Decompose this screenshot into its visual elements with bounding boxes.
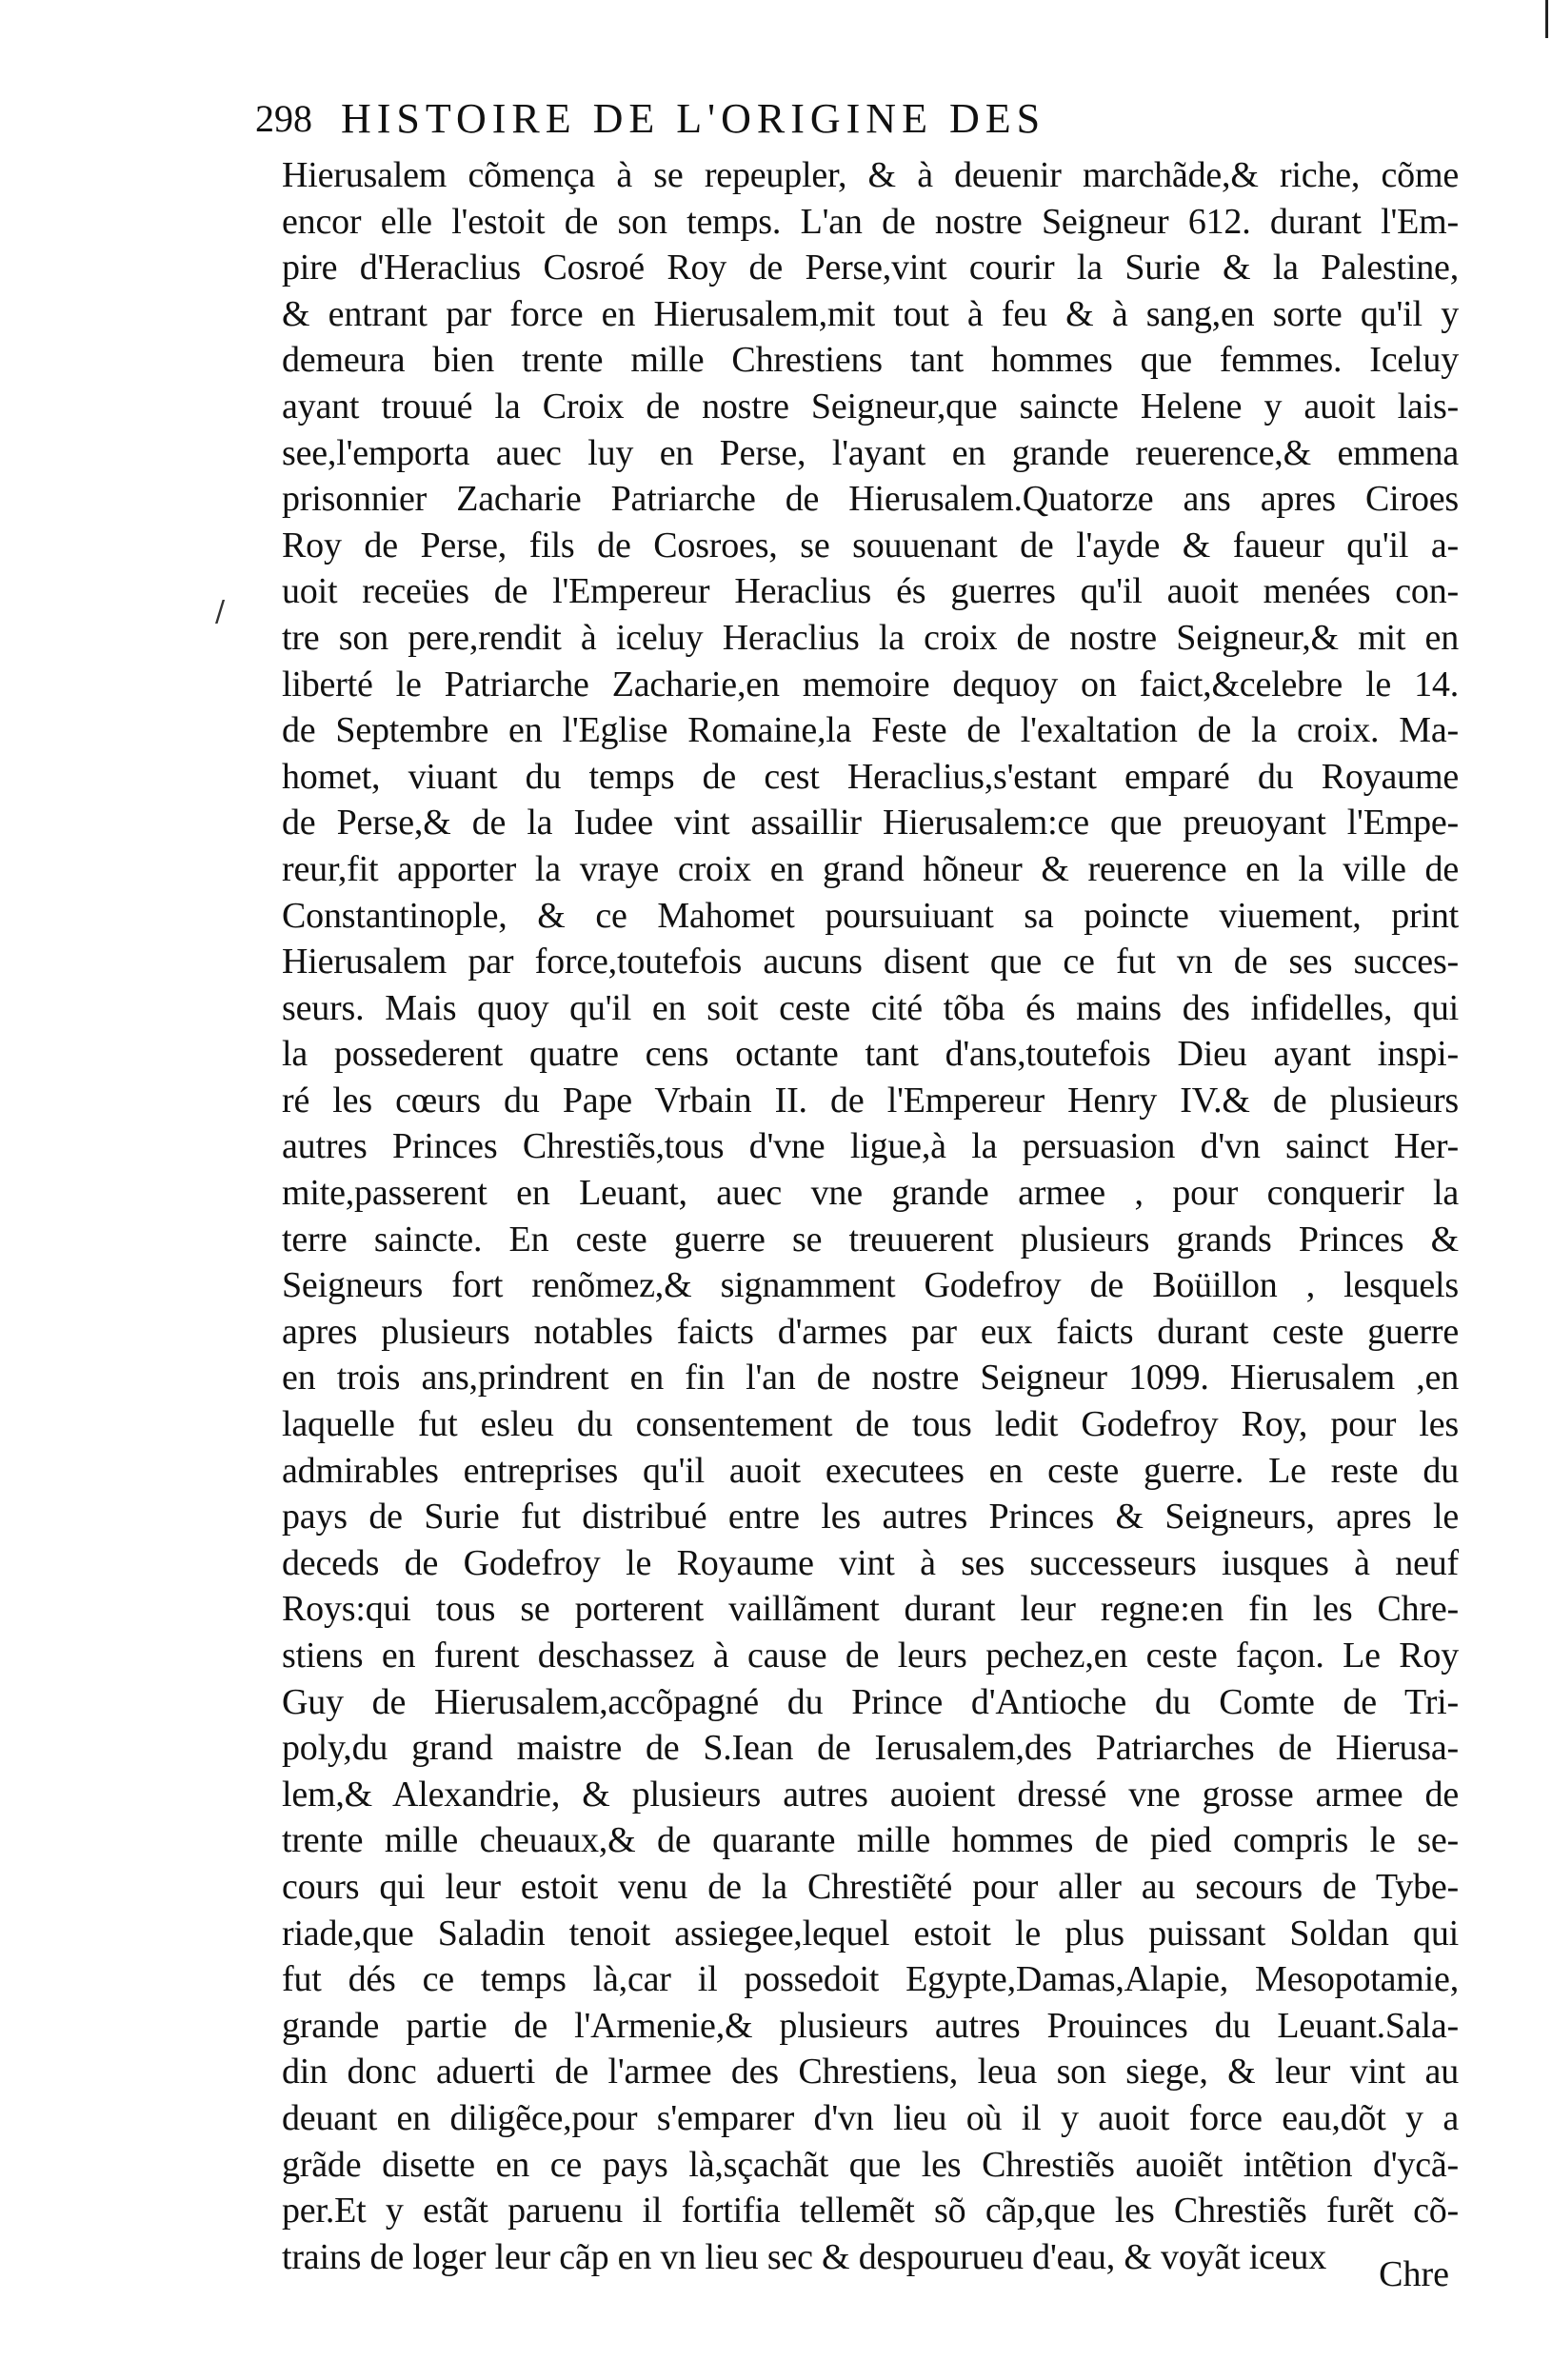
text-line: autres Princes Chrestiẽs,tous d'vne ligue,à la persuasion d'vn sainct Her- bbox=[282, 1126, 1459, 1167]
text-line: apres plusieurs notables faicts d'armes par eux faicts durant ceste guerre bbox=[282, 1311, 1459, 1352]
text-line: per.Et y estãt paruenu il fortifia tellemẽt sõ cãp,que les Chrestiẽs furẽt cõ- bbox=[282, 2191, 1459, 2231]
text-line: deceds de Godefroy le Royaume vint à ses successeurs iusques à neuf bbox=[282, 1542, 1459, 1583]
running-title: HISTOIRE DE L'ORIGINE DES bbox=[341, 95, 1046, 142]
text-line: Constantinople, & ce Mahomet poursuiuant sa poincte viuement, print bbox=[282, 895, 1459, 936]
text-line: prisonnier Zacharie Patriarche de Hierusalem.Quatorze ans apres Ciroes bbox=[282, 479, 1459, 520]
text-line: trente mille cheuaux,& de quarante mille hommes de pied compris le se- bbox=[282, 1820, 1459, 1861]
text-line: grande partie de l'Armenie,& plusieurs autres Prouinces du Leuant.Sala- bbox=[282, 2005, 1459, 2046]
text-line: Hierusalem cõmença à se repeupler, & à deuenir marchãde,& riche, cõme bbox=[282, 155, 1459, 195]
text-line: deuant en diligẽce,pour s'emparer d'vn lieu où il y auoit force eau,dõt y a bbox=[282, 2097, 1459, 2138]
text-line: pire d'Heraclius Cosroé Roy de Perse,vint courir la Surie & la Palestine, bbox=[282, 248, 1459, 288]
text-line: see,l'emporta auec luy en Perse, l'ayant en grande reuerence,& emmena bbox=[282, 432, 1459, 473]
text-line: stiens en furent deschassez à cause de leurs pechez,en ceste façon. Le Roy bbox=[282, 1636, 1459, 1676]
text-line: ré les cœurs du Pape Vrbain II. de l'Empereur Henry IV.& de plusieurs bbox=[282, 1080, 1459, 1121]
text-line: Roys:qui tous se porterent vaillãment durant leur regne:en fin les Chre- bbox=[282, 1589, 1459, 1630]
text-line: Roy de Perse, fils de Cosroes, se souuenant de l'ayde & faueur qu'il a- bbox=[282, 525, 1459, 565]
text-line: terre saincte. En ceste guerre se treuuerent plusieurs grands Princes & bbox=[282, 1219, 1459, 1259]
body-text bbox=[282, 152, 1459, 2280]
margin-annotation: / bbox=[215, 595, 226, 628]
text-line: la possederent quatre cens octante tant d'ans,toutefois Dieu ayant inspi- bbox=[282, 1034, 1459, 1075]
text-line: pays de Surie fut distribué entre les autres Princes & Seigneurs, apres le bbox=[282, 1497, 1459, 1537]
text-line: Seigneurs fort renõmez,& signamment Godefroy de Boüillon , lesquels bbox=[282, 1265, 1459, 1306]
text-line: lem,& Alexandrie, & plusieurs autres auoient dressé vne grosse armee de bbox=[282, 1774, 1459, 1815]
page-header bbox=[255, 90, 1474, 148]
text-line: trains de loger leur cãp en vn lieu sec & despourueu d'eau, & voyãt iceux bbox=[282, 2236, 1327, 2277]
text-line: Hierusalem par force,toutefois aucuns disent que ce fut vn de ses succes- bbox=[282, 942, 1459, 982]
text-line: en trois ans,prindrent en fin l'an de nostre Seigneur 1099. Hierusalem ,en bbox=[282, 1358, 1459, 1398]
text-line: Guy de Hierusalem,accõpagné du Prince d'Antioche du Comte de Tri- bbox=[282, 1681, 1459, 1722]
page-edge-mark bbox=[1545, 0, 1548, 38]
text-line: & entrant par force en Hierusalem,mit tout à feu & à sang,en sorte qu'il y bbox=[282, 293, 1459, 334]
text-line: liberté le Patriarche Zacharie,en memoire dequoy on faict,&celebre le 14. bbox=[282, 664, 1459, 704]
text-line: mite,passerent en Leuant, auec vne grande armee , pour conquerir la bbox=[282, 1173, 1459, 1214]
text-line: cours qui leur estoit venu de la Chrestiẽté pour aller au secours de Tybe- bbox=[282, 1866, 1459, 1907]
text-line: poly,du grand maistre de S.Iean de Ierusalem,des Patriarches de Hierusa- bbox=[282, 1728, 1459, 1769]
text-line: uoit receües de l'Empereur Heraclius és guerres qu'il auoit menées con- bbox=[282, 571, 1459, 612]
text-line: ayant trouué la Croix de nostre Seigneur,que saincte Helene y auoit lais- bbox=[282, 386, 1459, 426]
text-line: encor elle l'estoit de son temps. L'an de nostre Seigneur 612. durant l'Em- bbox=[282, 201, 1459, 242]
text-line: laquelle fut esleu du consentement de tous ledit Godefroy Roy, pour les bbox=[282, 1404, 1459, 1445]
text-line: de Septembre en l'Eglise Romaine,la Feste de l'exaltation de la croix. Ma- bbox=[282, 710, 1459, 751]
text-line: demeura bien trente mille Chrestiens tant hommes que femmes. Iceluy bbox=[282, 340, 1459, 381]
text-line: seurs. Mais quoy qu'il en soit ceste cité tõba és mains des infidelles, qui bbox=[282, 987, 1459, 1028]
text-line: tre son pere,rendit à iceluy Heraclius la croix de nostre Seigneur,& mit en bbox=[282, 617, 1459, 658]
text-line: admirables entreprises qu'il auoit executees en ceste guerre. Le reste du bbox=[282, 1450, 1459, 1491]
text-line: de Perse,& de la Iudee vint assaillir Hierusalem:ce que preuoyant l'Empe- bbox=[282, 803, 1459, 843]
text-line: fut dés ce temps là,car il possedoit Egypte,Damas,Alapie, Mesopotamie, bbox=[282, 1959, 1459, 2000]
catchword: Chre bbox=[1379, 2254, 1449, 2294]
page-number: 298 bbox=[255, 97, 312, 140]
text-line: din donc aduerti de l'armee des Chrestiens, leua son siege, & leur vint au bbox=[282, 2052, 1459, 2092]
text-line: reur,fit apporter la vraye croix en grand hõneur & reuerence en la ville de bbox=[282, 848, 1459, 889]
text-line: riade,que Saladin tenoit assiegee,lequel estoit le plus puissant Soldan qui bbox=[282, 1913, 1459, 1954]
text-line: grãde disette en ce pays là,sçachãt que les Chrestiẽs auoiẽt intẽtion d'ycã- bbox=[282, 2144, 1459, 2185]
text-line: homet, viuant du temps de cest Heraclius,s'estant emparé du Royaume bbox=[282, 756, 1459, 797]
